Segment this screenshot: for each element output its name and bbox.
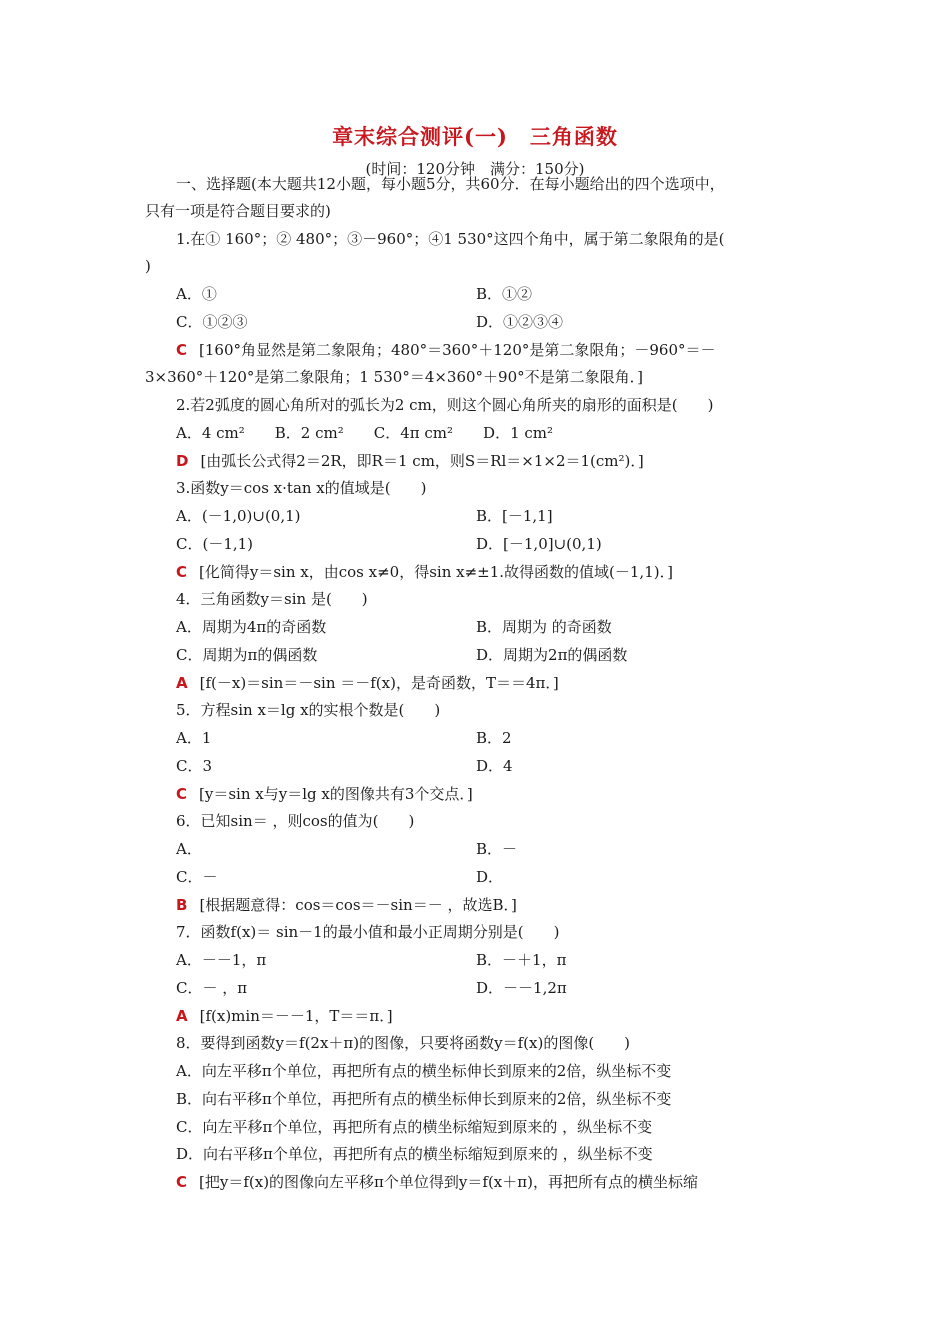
text-line <box>176 1089 671 1109</box>
answer-letter: C <box>176 563 188 581</box>
text-line <box>176 284 217 304</box>
line-text: B．[－1,1] <box>476 507 553 525</box>
line-text: D．4 <box>476 757 513 775</box>
text-line <box>176 839 202 859</box>
answer-letter: D <box>176 452 189 470</box>
page-title: 章末综合测评(一) 三角函数 <box>332 124 618 149</box>
text-line <box>176 728 211 748</box>
line-text: [根据题意得：cos＝cos＝－sin＝－ ，故选B．] <box>199 896 517 914</box>
line-text: A．－－1，π <box>176 951 267 969</box>
line-text: 3.函数y＝cos x·tan x的值域是( ) <box>176 479 427 497</box>
line-text: ) <box>145 257 151 275</box>
line-text: 5．方程sin x＝lg x的实根个数是( ) <box>176 701 441 719</box>
answer-line <box>176 1006 393 1026</box>
text-line <box>176 950 266 970</box>
line-text: D．[－1,0]∪(0,1) <box>476 535 602 553</box>
text-line <box>145 367 643 387</box>
line-text: 6．已知sin＝ ，则cos的值为( ) <box>176 812 415 830</box>
line-text: C．3 <box>176 757 213 775</box>
line-text: D．①②③④ <box>476 313 564 331</box>
line-text: 只有一项是符合题目要求的) <box>145 202 331 220</box>
line-text: 8．要得到函数y＝f(2x＋π)的图像，只要将函数y＝f(x)的图像( ) <box>176 1034 631 1052</box>
text-line <box>145 256 151 276</box>
answer-letter: C <box>176 1173 188 1191</box>
page-subtitle: (时间：120分钟 满分：150分) <box>365 160 585 178</box>
line-text: A．向左平移π个单位，再把所有点的横坐标伸长到原来的2倍，纵坐标不变 <box>176 1062 672 1080</box>
answer-line <box>176 784 473 804</box>
line-text: [160°角显然是第二象限角；480°＝360°＋120°是第二象限角；－960°＝－ <box>199 341 716 359</box>
line-text: 1.在① 160°；② 480°；③－960°；④1 530°这四个角中，属于第二象限角的是( <box>176 230 725 248</box>
line-text: 4．三角函数y＝sin 是( ) <box>176 590 368 608</box>
line-text: 3×360°＋120°是第二象限角；1 530°＝4×360°＋90°不是第二象限角．] <box>145 368 643 386</box>
text-line <box>176 1061 671 1081</box>
answer-line <box>176 1172 698 1192</box>
text-line <box>176 617 326 637</box>
text-line <box>176 645 317 665</box>
answer-letter: A <box>176 1007 188 1025</box>
text-line <box>176 811 414 831</box>
text-line <box>176 534 253 554</box>
line-text: A．4 cm² B．2 cm² C．4π cm² D．1 cm² <box>176 424 554 442</box>
line-text: D．周期为2π的偶函数 <box>476 646 628 664</box>
line-text: C．(－1,1) <box>176 535 254 553</box>
line-text: B．－＋1，π <box>476 951 567 969</box>
line-text: [化简得y＝sin x，由cos x≠0，得sin x≠±1.故得函数的值域(－1,1)．] <box>199 563 673 581</box>
line-text: B．－ <box>476 840 518 858</box>
text-line <box>176 922 559 942</box>
text-line <box>176 312 247 332</box>
text-line <box>176 1117 652 1137</box>
answer-letter: C <box>176 341 188 359</box>
text-line <box>476 839 517 859</box>
line-text: C．向左平移π个单位，再把所有点的横坐标缩短到原来的 ，纵坐标不变 <box>176 1118 653 1136</box>
line-text: B．向右平移π个单位，再把所有点的横坐标伸长到原来的2倍，纵坐标不变 <box>176 1090 672 1108</box>
text-line <box>176 978 247 998</box>
text-line <box>476 284 532 304</box>
text-line <box>176 1144 653 1164</box>
text-line <box>476 867 503 887</box>
line-text: C．－ ，π <box>176 979 248 997</box>
line-text: [由弧长公式得2＝2R，即R＝1 cm，则S＝Rl＝×1×2＝1(cm²)．] <box>200 452 644 470</box>
line-text: A．(－1,0)∪(0,1) <box>176 507 301 525</box>
text-line <box>176 423 553 443</box>
text-line <box>476 312 563 332</box>
text-line <box>176 589 368 609</box>
text-line <box>476 728 512 748</box>
line-text: C．周期为π的偶函数 <box>176 646 318 664</box>
text-line <box>476 617 612 637</box>
text-line <box>476 756 513 776</box>
answer-letter: A <box>176 674 188 692</box>
line-text: B．周期为 的奇函数 <box>476 618 612 636</box>
text-line <box>176 174 725 194</box>
text-line <box>176 700 440 720</box>
line-text: D． <box>476 868 504 886</box>
text-line <box>145 201 331 221</box>
line-text: B．①② <box>476 285 533 303</box>
line-text: A． <box>176 840 202 858</box>
line-text: [f(－x)＝sin＝－sin ＝－f(x)，是奇函数，T＝＝4π．] <box>199 674 559 692</box>
line-text: [把y＝f(x)的图像向左平移π个单位得到y＝f(x＋π)，再把所有点的横坐标缩 <box>199 1173 698 1191</box>
text-line <box>176 1033 630 1053</box>
line-text: A．① <box>176 285 217 303</box>
answer-line <box>176 895 517 915</box>
line-text: C．①②③ <box>176 313 248 331</box>
line-text: A．周期为4π的奇函数 <box>176 618 327 636</box>
text-line <box>176 478 426 498</box>
line-text: D．－－1,2π <box>476 979 567 997</box>
text-line <box>476 950 566 970</box>
answer-line <box>176 562 673 582</box>
line-text: 7．函数f(x)＝ sin－1的最小值和最小正周期分别是( ) <box>176 923 560 941</box>
text-line <box>176 506 301 526</box>
line-text: 一、选择题(本大题共12小题，每小题5分，共60分．在每小题给出的四个选项中， <box>176 175 725 193</box>
text-line <box>176 229 725 249</box>
answer-line <box>176 451 644 471</box>
text-line <box>476 534 602 554</box>
answer-letter: C <box>176 785 188 803</box>
answer-letter: B <box>176 896 188 914</box>
text-line <box>476 645 627 665</box>
line-text: A．1 <box>176 729 212 747</box>
line-text: [f(x)min＝－－1，T＝＝π．] <box>199 1007 393 1025</box>
line-text: [y＝sin x与y＝lg x的图像共有3个交点．] <box>199 785 473 803</box>
line-text: D．向右平移π个单位，再把所有点的横坐标缩短到原来的 ，纵坐标不变 <box>176 1145 653 1163</box>
line-text: C．－ <box>176 868 218 886</box>
text-line <box>476 506 553 526</box>
text-line <box>176 756 212 776</box>
answer-line <box>176 340 716 360</box>
text-line <box>176 867 217 887</box>
text-line <box>176 395 714 415</box>
answer-line <box>176 673 559 693</box>
line-text: B．2 <box>476 729 512 747</box>
line-text: 2.若2弧度的圆心角所对的弧长为2 cm，则这个圆心角所夹的扇形的面积是( ) <box>176 396 714 414</box>
text-line <box>476 978 567 998</box>
